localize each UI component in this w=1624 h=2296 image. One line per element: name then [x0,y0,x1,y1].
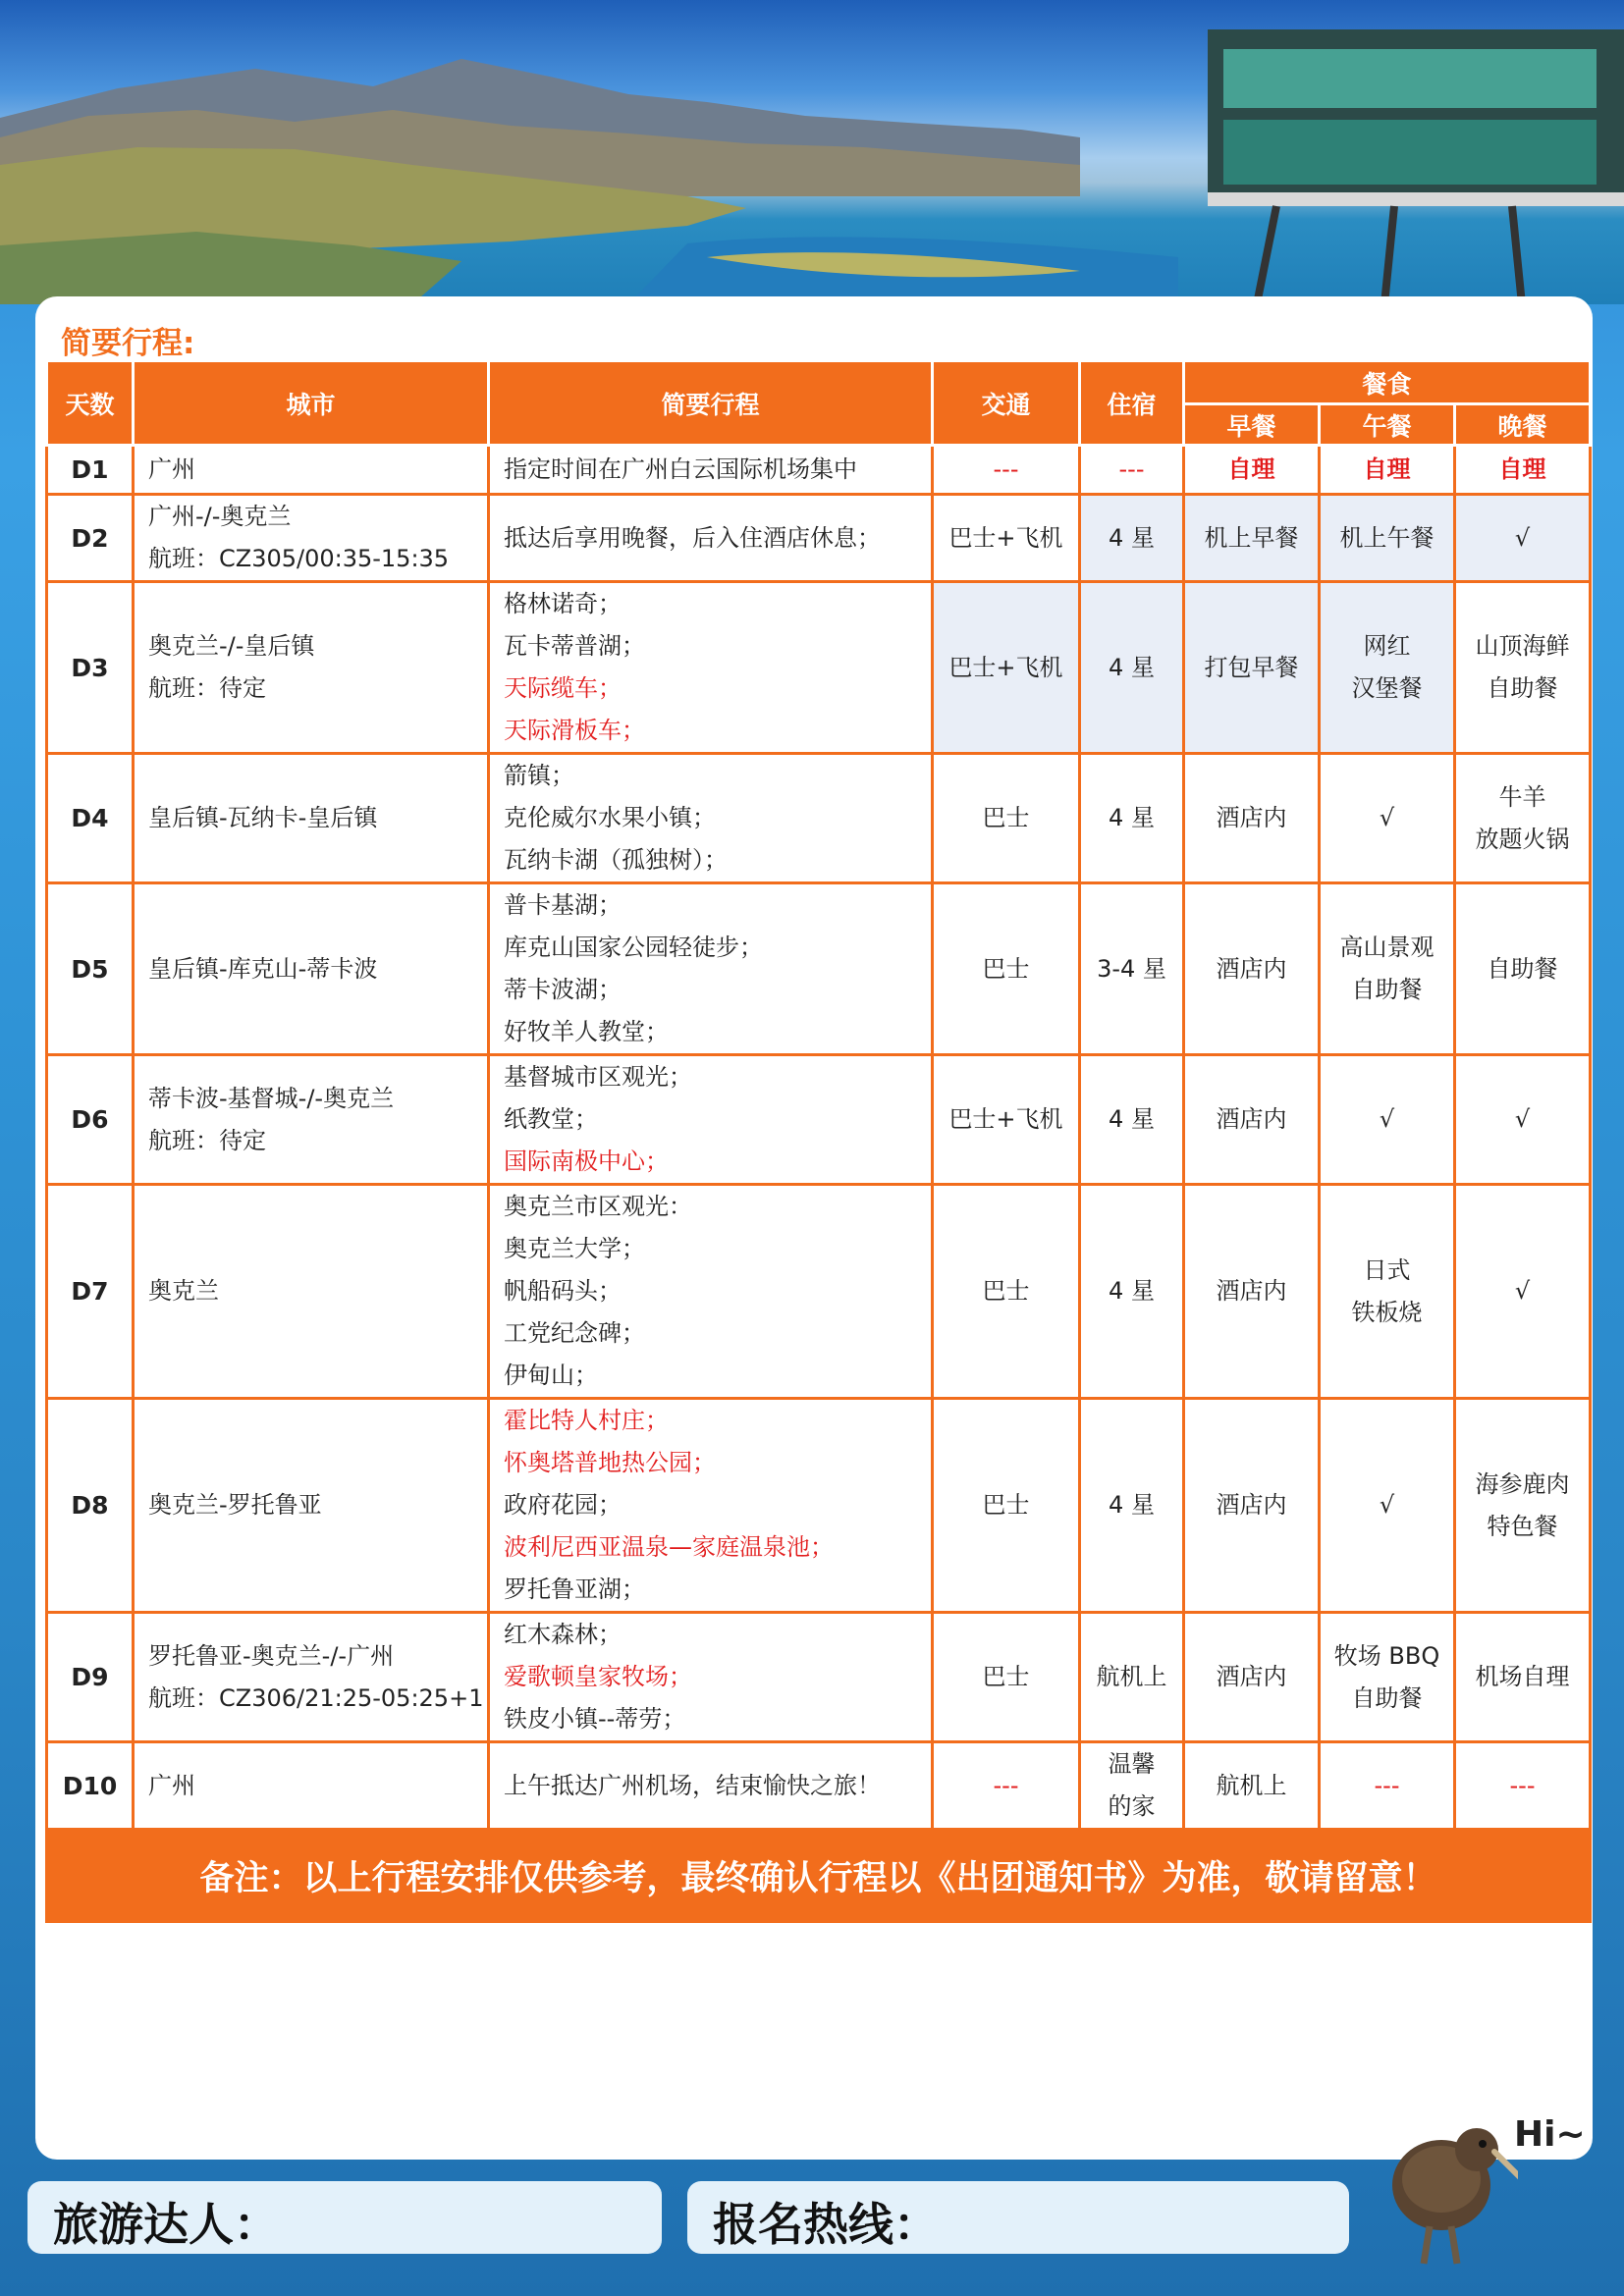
dinner-line: 自助餐 [1487,674,1558,702]
day-cell: D4 [47,754,134,883]
itinerary-cell [489,1742,933,1830]
city-line: 航班：待定 [148,1126,266,1154]
itinerary-stop: 帆船码头； [504,1277,622,1305]
itinerary-stop: 纸教堂； [504,1105,598,1133]
breakfast-cell [1184,582,1320,754]
dinner-line: √ [1514,523,1531,552]
itinerary-row [47,495,1591,582]
itinerary-stop: 罗托鲁亚湖； [504,1575,645,1603]
itinerary-stop: 怀奥塔普地热公园； [504,1449,716,1476]
header-day: 天数 [47,361,134,446]
dinner-line: 海参鹿肉 [1475,1469,1570,1498]
lunch-cell [1320,883,1455,1055]
header-itinerary: 简要行程 [489,361,933,446]
day-cell: D5 [47,883,134,1055]
city-cell [134,1055,489,1185]
city-cell [134,1742,489,1830]
itinerary-stop: 指定时间在广州白云国际机场集中 [504,455,857,483]
day-cell: D1 [47,446,134,495]
itinerary-stop: 波利尼西亚温泉—家庭温泉池； [504,1533,834,1561]
itinerary-cell [489,1399,933,1613]
itinerary-card [35,296,1593,2160]
hotel-cell [1080,1185,1184,1399]
hotel-line: 4 星 [1109,653,1155,681]
header-lunch: 午餐 [1320,404,1455,446]
hotel-cell [1080,754,1184,883]
hotel-line: --- [1118,455,1145,483]
disclaimer-note: 备注：以上行程安排仅供参考，最终确认行程以《出团通知书》为准，敬请留意！ [47,1830,1591,1922]
header-hotel: 住宿 [1080,361,1184,446]
hotline-box [687,2181,1349,2254]
dinner-line: 牛羊 [1498,782,1546,811]
breakfast-line: 自理 [1227,455,1275,483]
itinerary-cell [489,1613,933,1742]
itinerary-row [47,1055,1591,1185]
lunch-line: √ [1379,1105,1395,1133]
greeting-text: Hi~ [1514,2114,1586,2155]
city-line: 罗托鲁亚-奥克兰-/-广州 [148,1641,395,1670]
transport-cell: 巴士 [933,1399,1080,1613]
itinerary-cell [489,883,933,1055]
hotel-cell [1080,446,1184,495]
itinerary-cell [489,582,933,754]
guide-box [27,2181,662,2254]
lunch-line: 汉堡餐 [1351,674,1423,702]
dinner-cell [1455,1055,1591,1185]
hotel-line: 的家 [1108,1792,1156,1820]
itinerary-stop: 国际南极中心； [504,1148,669,1175]
itinerary-cell [489,1185,933,1399]
lunch-line: √ [1379,804,1395,831]
breakfast-line: 酒店内 [1216,1491,1287,1519]
itinerary-stop: 瓦纳卡湖（孤独树）； [504,846,728,874]
dinner-cell [1455,446,1591,495]
dinner-cell [1455,582,1591,754]
itinerary-row [47,446,1591,495]
dinner-cell [1455,1399,1591,1613]
hotel-cell [1080,1613,1184,1742]
itinerary-stop: 抵达后享用晚餐，后入住酒店休息； [504,523,881,552]
city-line: 奥克兰 [148,1277,219,1305]
day-cell: D9 [47,1613,134,1742]
itinerary-stop: 上午抵达广州机场，结束愉快之旅！ [504,1771,881,1799]
dinner-line: 放题火锅 [1475,825,1570,853]
itinerary-cell [489,495,933,582]
hotel-cell [1080,1399,1184,1613]
city-line: 蒂卡波-基督城-/-奥克兰 [148,1084,395,1112]
itinerary-cell [489,446,933,495]
header-breakfast: 早餐 [1184,404,1320,446]
itinerary-row [47,582,1591,754]
lunch-line: 网红 [1363,632,1411,660]
itinerary-stop: 霍比特人村庄； [504,1407,669,1434]
dinner-cell [1455,1613,1591,1742]
header-meals: 餐食 [1184,361,1591,404]
breakfast-cell [1184,1613,1320,1742]
lunch-cell [1320,1399,1455,1613]
itinerary-row [47,1185,1591,1399]
hotel-line: 3-4 星 [1097,954,1166,983]
dinner-line: 特色餐 [1487,1512,1558,1540]
hotel-cell [1080,495,1184,582]
lunch-line: 自助餐 [1351,976,1423,1003]
city-line: 奥克兰-罗托鲁亚 [148,1491,322,1519]
transport-cell: 巴士 [933,1185,1080,1399]
lunch-cell [1320,1613,1455,1742]
lunch-cell [1320,1185,1455,1399]
breakfast-line: 打包早餐 [1204,653,1299,681]
day-cell: D6 [47,1055,134,1185]
transport-cell: 巴士 [933,883,1080,1055]
itinerary-stop: 克伦威尔水果小镇； [504,804,716,831]
itinerary-stop: 天际缆车； [504,674,622,702]
lunch-line: --- [1374,1771,1400,1799]
city-line: 航班：待定 [148,674,266,702]
itinerary-stop: 红木森林； [504,1621,622,1648]
itinerary-stop: 伊甸山； [504,1362,598,1389]
day-cell: D7 [47,1185,134,1399]
city-cell [134,883,489,1055]
day-cell: D8 [47,1399,134,1613]
itinerary-stop: 箭镇； [504,762,574,789]
kiwi-bird-icon [1380,2101,1518,2268]
itinerary-stop: 瓦卡蒂普湖； [504,632,645,660]
dinner-line: 自助餐 [1487,954,1558,983]
lunch-cell [1320,754,1455,883]
dinner-line: 山顶海鲜 [1475,632,1570,660]
itinerary-stop: 奥克兰大学； [504,1235,645,1262]
itinerary-stop: 普卡基湖； [504,891,622,919]
lunch-line: 铁板烧 [1351,1298,1423,1326]
dinner-cell [1455,754,1591,883]
hotel-cell [1080,883,1184,1055]
itinerary-stop: 政府花园； [504,1491,622,1519]
day-cell: D10 [47,1742,134,1830]
hotel-line: 4 星 [1109,1105,1155,1133]
city-line: 广州-/-奥克兰 [148,503,292,530]
itinerary-table [45,359,1592,1923]
itinerary-stop: 爱歌顿皇家牧场； [504,1663,692,1690]
lunch-cell [1320,495,1455,582]
city-line: 航班：CZ305/00:35-15:35 [148,545,450,572]
lunch-cell [1320,582,1455,754]
breakfast-line: 酒店内 [1216,804,1287,831]
lunch-line: 日式 [1363,1255,1411,1284]
transport-cell: --- [933,1742,1080,1830]
breakfast-cell [1184,495,1320,582]
itinerary-row [47,1742,1591,1830]
hotel-line: 4 星 [1109,1491,1155,1519]
breakfast-cell [1184,1399,1320,1613]
header-dinner: 晚餐 [1455,404,1591,446]
itinerary-body [47,446,1591,1830]
hotel-line: 4 星 [1109,1277,1155,1305]
lunch-line: 机上午餐 [1339,523,1435,552]
breakfast-cell [1184,1185,1320,1399]
lunch-line: 自理 [1363,455,1411,483]
itinerary-stop: 奥克兰市区观光： [504,1193,692,1220]
header-transport: 交通 [933,361,1080,446]
breakfast-line: 酒店内 [1216,1105,1287,1133]
city-cell [134,582,489,754]
city-line: 皇后镇-瓦纳卡-皇后镇 [148,804,378,831]
itinerary-stop: 基督城市区观光； [504,1063,692,1091]
header-city: 城市 [134,361,489,446]
day-cell: D3 [47,582,134,754]
breakfast-line: 酒店内 [1216,1277,1287,1305]
lunch-line: 牧场 BBQ [1333,1641,1440,1670]
hotel-line: 温馨 [1108,1750,1156,1778]
breakfast-line: 酒店内 [1216,954,1287,983]
city-line: 皇后镇-库克山-蒂卡波 [148,954,378,983]
dinner-cell [1455,1185,1591,1399]
breakfast-cell [1184,754,1320,883]
city-cell [134,495,489,582]
itinerary-stop: 格林诺奇； [504,590,622,617]
dinner-line: √ [1514,1277,1531,1305]
lunch-line: √ [1379,1491,1395,1519]
transport-cell: 巴士+飞机 [933,582,1080,754]
guide-label: 旅游达人： [53,2198,279,2251]
breakfast-line: 航机上 [1216,1771,1287,1799]
transport-cell: --- [933,446,1080,495]
banner-photo [0,0,1624,304]
itinerary-stop: 好牧羊人教堂； [504,1018,669,1045]
city-line: 广州 [148,455,195,483]
itinerary-stop: 天际滑板车； [504,717,645,744]
day-cell: D2 [47,495,134,582]
lunch-cell [1320,1055,1455,1185]
itinerary-stop: 工党纪念碑； [504,1319,645,1347]
lunch-line: 自助餐 [1351,1683,1423,1712]
dinner-cell [1455,495,1591,582]
city-line: 广州 [148,1771,195,1799]
hotel-line: 4 星 [1109,804,1155,831]
breakfast-cell [1184,1742,1320,1830]
itinerary-stop: 铁皮小镇--蒂劳； [504,1705,686,1733]
dinner-line: 自理 [1498,455,1546,483]
breakfast-cell [1184,446,1320,495]
lunch-cell [1320,1742,1455,1830]
lunch-line: 高山景观 [1339,934,1435,961]
lunch-cell [1320,446,1455,495]
itinerary-row [47,754,1591,883]
dinner-line: √ [1514,1105,1531,1133]
hotel-cell [1080,582,1184,754]
dinner-line: 机场自理 [1475,1663,1570,1690]
itinerary-stop: 库克山国家公园轻徒步； [504,934,763,961]
itinerary-row [47,1613,1591,1742]
breakfast-line: 酒店内 [1216,1663,1287,1690]
itinerary-cell [489,754,933,883]
dinner-line: --- [1509,1771,1536,1799]
city-cell [134,1185,489,1399]
dinner-cell [1455,1742,1591,1830]
hotel-line: 4 星 [1109,523,1155,552]
section-title: 简要行程: [61,326,195,361]
breakfast-line: 机上早餐 [1204,523,1299,552]
hotel-cell [1080,1742,1184,1830]
hotel-line: 航机上 [1096,1663,1167,1690]
city-line: 奥克兰-/-皇后镇 [148,632,315,660]
itinerary-cell [489,1055,933,1185]
hotel-cell [1080,1055,1184,1185]
breakfast-cell [1184,1055,1320,1185]
city-line: 航班：CZ306/21:25-05:25+1 [148,1683,484,1712]
dinner-cell [1455,883,1591,1055]
city-cell [134,1613,489,1742]
hotline-label: 报名热线： [713,2198,939,2251]
transport-cell: 巴士+飞机 [933,1055,1080,1185]
itinerary-row [47,883,1591,1055]
transport-cell: 巴士+飞机 [933,495,1080,582]
itinerary-stop: 蒂卡波湖； [504,976,622,1003]
landscape-illustration [0,0,1624,304]
breakfast-cell [1184,883,1320,1055]
city-cell [134,1399,489,1613]
city-cell [134,446,489,495]
transport-cell: 巴士 [933,754,1080,883]
transport-cell: 巴士 [933,1613,1080,1742]
city-cell [134,754,489,883]
itinerary-row [47,1399,1591,1613]
